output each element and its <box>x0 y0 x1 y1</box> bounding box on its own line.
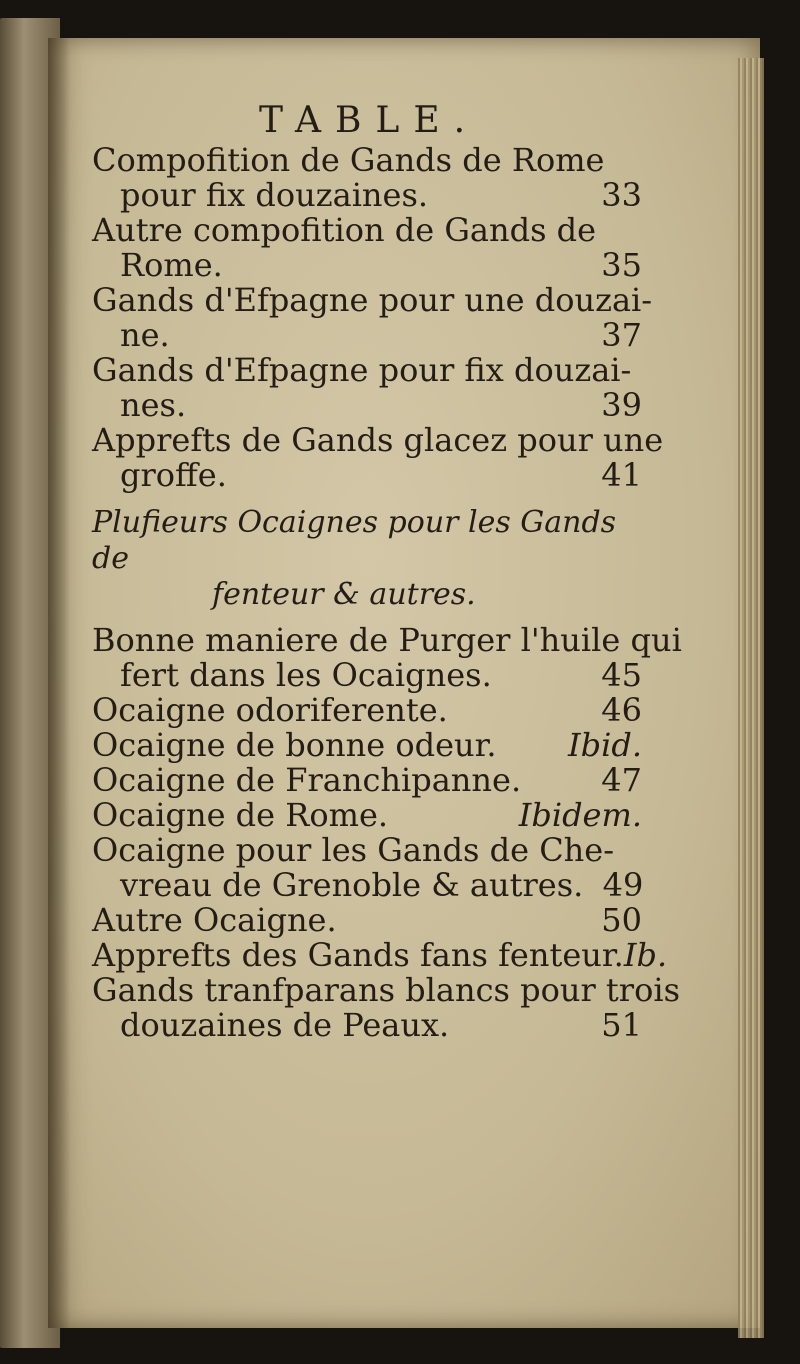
entry-title-line2: douzaines de Peaux. <box>120 1006 450 1044</box>
entry-title: Ocaigne de Franchipanne. <box>92 761 522 799</box>
spine-shadow <box>48 38 70 1328</box>
entry-line2 <box>92 178 642 213</box>
entry-title-line2: groffe. <box>120 456 227 494</box>
entry-title-line1: Gands d'Efpagne pour une douzai- <box>92 281 653 319</box>
entry-title-line2: Rome. <box>120 246 223 284</box>
entry-line2 <box>92 318 642 353</box>
page-edges <box>738 58 764 1338</box>
entry-line2 <box>92 658 642 693</box>
entry-title: Apprefts des Gands fans fenteur. <box>92 936 624 974</box>
toc-entry <box>92 143 642 213</box>
entry-line2 <box>92 248 642 283</box>
toc-entry <box>92 971 680 1044</box>
table-of-contents <box>92 100 682 1044</box>
page-number: 50 <box>601 901 642 939</box>
section-heading-line1: Plufieurs Ocaignes pour les Gands de <box>92 505 617 576</box>
entry-title-line1: Ocaigne pour les Gands de Che- <box>92 831 615 869</box>
page-number: 45 <box>601 656 642 694</box>
entry-title-line2: nes. <box>120 386 187 424</box>
entry-title-line1: Autre compofition de Gands de <box>92 211 597 249</box>
entry-title: Autre Ocaigne. <box>92 901 337 939</box>
section-heading-line2: fenteur & autres. <box>212 577 476 612</box>
entry-title: Ocaigne de bonne odeur. <box>92 726 497 764</box>
toc-entry <box>92 621 682 694</box>
toc-entry <box>92 693 642 728</box>
toc-entry <box>92 798 642 833</box>
page-number: Ibid. <box>567 726 642 764</box>
toc-entry <box>92 353 642 423</box>
page-number: 41 <box>601 456 642 494</box>
entry-title-line2: ne. <box>120 316 170 354</box>
entry-title-line2: pour fix douzaines. <box>120 176 429 214</box>
entry-title: Ocaigne odoriferente. <box>92 691 448 729</box>
entry-line2 <box>92 388 642 423</box>
toc-entry <box>92 903 642 938</box>
entries-a <box>92 141 664 494</box>
page-number: Ib. <box>623 936 668 974</box>
entry-line2 <box>92 868 642 903</box>
toc-entry <box>92 421 664 494</box>
toc-entry <box>92 833 642 903</box>
entry-title-line1: Compofition de Gands de Rome <box>92 141 605 179</box>
toc-entry <box>92 763 642 798</box>
page-number: Ibidem. <box>518 796 642 834</box>
toc-entry <box>92 936 668 974</box>
page-number: 35 <box>601 246 642 284</box>
entry-line2 <box>92 1008 642 1043</box>
entry-title-line1: Gands d'Efpagne pour fix douzai- <box>92 351 632 389</box>
page-number: 49 <box>602 866 644 904</box>
page-number: 33 <box>601 176 642 214</box>
section-heading <box>92 505 642 613</box>
entries-b <box>92 621 682 1044</box>
entry-title-line2: vreau de Grenoble & autres. <box>120 866 584 904</box>
entry-title: Ocaigne de Rome. <box>92 796 389 834</box>
page-number: 39 <box>601 386 642 424</box>
page-number: 47 <box>601 761 642 799</box>
entry-line2 <box>92 458 642 493</box>
page-number: 37 <box>601 316 642 354</box>
page-heading: TABLE. <box>258 100 480 141</box>
toc-entry <box>92 213 642 283</box>
entry-title-line1: Bonne maniere de Purger l'huile qui <box>92 621 682 659</box>
entry-title-line1: Apprefts de Gands glacez pour une <box>92 421 664 459</box>
page-number: 51 <box>601 1006 642 1044</box>
entry-title-line1: Gands tranfparans blancs pour trois <box>92 971 680 1009</box>
toc-entry <box>92 728 642 763</box>
entry-title-line2: fert dans les Ocaignes. <box>120 656 492 694</box>
page-number: 46 <box>601 691 642 729</box>
toc-entry <box>92 281 653 354</box>
